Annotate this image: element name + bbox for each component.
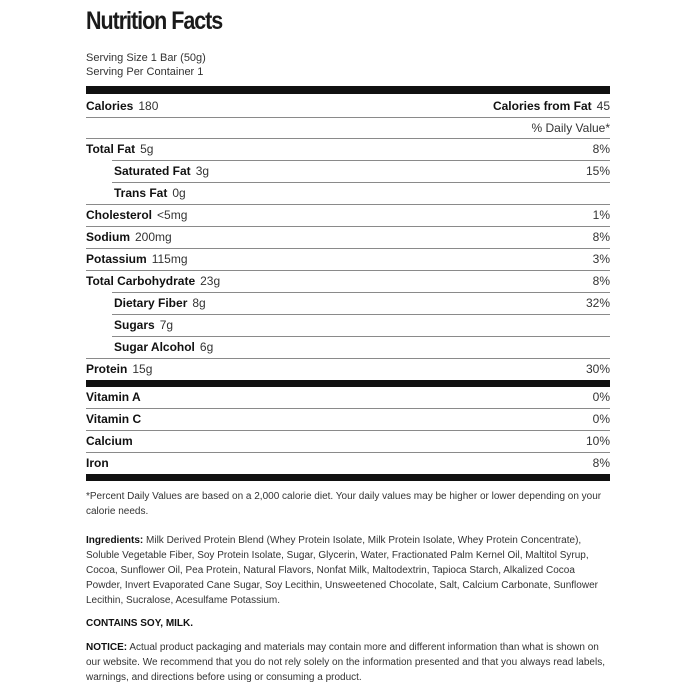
- nutrient-amount: 7g: [159, 318, 174, 332]
- vitamin-name: Vitamin A: [86, 390, 141, 404]
- calories-value: 180: [138, 99, 159, 113]
- vitamin-row: [86, 387, 610, 407]
- daily-value-header-row: [86, 118, 610, 138]
- nutrient-name: Dietary Fiber: [114, 296, 188, 310]
- label-title: Nutrition Facts: [86, 7, 223, 35]
- nutrient-row: [86, 205, 610, 225]
- calories-row: [86, 96, 610, 116]
- footnote: *Percent Daily Values are based on a 2,000 calorie diet. Your daily values may be higher or lower depending on your calorie needs.: [86, 491, 602, 517]
- notice: [86, 640, 610, 685]
- nutrient-name: Protein: [86, 362, 128, 376]
- vitamin-row: [86, 453, 610, 473]
- nutrient-name: Saturated Fat: [114, 164, 191, 178]
- nutrient-amount: 0g: [172, 186, 186, 200]
- thick-divider: [86, 474, 610, 481]
- calories-from-fat-label: Calories from Fat: [492, 99, 592, 113]
- vitamin-daily-value: 0%: [592, 390, 610, 404]
- vitamin-name: Vitamin C: [86, 412, 142, 426]
- nutrient-row: [86, 227, 610, 247]
- nutrient-daily-value: 8%: [592, 142, 610, 156]
- calories-from-fat-value: 45: [596, 99, 610, 113]
- nutrient-row: [86, 139, 610, 159]
- vitamin-name: Iron: [86, 456, 109, 470]
- nutrient-daily-value: 3%: [592, 252, 610, 266]
- notice-text: Actual product packaging and materials may contain more and different information than what is shown on our website. We recommend that you do not rely solely on the information presented and that you always read labels, warnings, and directions before using or consuming a product.: [86, 642, 605, 683]
- vitamin-daily-value: 10%: [585, 434, 610, 448]
- nutrient-daily-value: 15%: [585, 164, 610, 178]
- calories-label: Calories: [86, 99, 134, 113]
- nutrient-daily-value: 1%: [592, 208, 610, 222]
- nutrient-daily-value: 8%: [592, 274, 610, 288]
- nutrient-amount: 8g: [192, 296, 206, 310]
- thick-divider: [86, 380, 610, 387]
- serving-size: Serving Size 1 Bar (50g): [86, 52, 206, 64]
- notice-label: NOTICE:: [86, 642, 128, 653]
- nutrient-name: Potassium: [86, 252, 147, 266]
- nutrient-name: Trans Fat: [114, 186, 168, 200]
- daily-value-header: % Daily Value*: [531, 121, 610, 135]
- vitamin-daily-value: 0%: [592, 412, 610, 426]
- nutrient-amount: 6g: [199, 340, 214, 354]
- nutrient-amount: 115mg: [151, 252, 188, 266]
- thick-divider: [86, 86, 610, 94]
- nutrient-amount: <5mg: [157, 208, 188, 222]
- nutrient-name: Sugar Alcohol: [114, 340, 195, 354]
- nutrient-amount: 200mg: [135, 230, 172, 244]
- nutrient-name: Total Carbohydrate: [86, 274, 196, 288]
- nutrient-row: [86, 249, 610, 269]
- nutrient-name: Sodium: [86, 230, 130, 244]
- allergen-statement: CONTAINS SOY, MILK.: [86, 618, 194, 629]
- vitamin-row: [86, 409, 610, 429]
- nutrient-row: [86, 293, 610, 313]
- ingredients: [86, 533, 610, 608]
- nutrient-daily-value: 32%: [585, 296, 610, 310]
- ingredients-label: Ingredients:: [86, 535, 144, 546]
- nutrient-name: Cholesterol: [86, 208, 153, 222]
- vitamin-daily-value: 8%: [592, 456, 610, 470]
- nutrient-amount: 3g: [195, 164, 210, 178]
- nutrient-amount: 5g: [140, 142, 154, 156]
- vitamin-row: [86, 431, 610, 451]
- nutrient-row: [86, 183, 610, 203]
- nutrient-row: [86, 271, 610, 291]
- nutrient-row: [86, 315, 610, 335]
- nutrient-row: [86, 359, 610, 379]
- servings-per-container: Serving Per Container 1: [86, 66, 204, 78]
- nutrient-name: Total Fat: [86, 142, 136, 156]
- vitamin-name: Calcium: [86, 434, 133, 448]
- nutrient-row: [86, 161, 610, 181]
- nutrient-daily-value: 8%: [592, 230, 610, 244]
- nutrient-amount: 23g: [200, 274, 221, 288]
- ingredients-text: Milk Derived Protein Blend (Whey Protein Isolate, Milk Protein Isolate, Whey Protein Concentrate), Soluble Vegetable Fiber, Soy Protein Isolate, Sugar, Glycerin, Water, Fractionated Palm Kernel Oil, Maltitol Syrup, Cocoa, Sunflower Oil, Pea Protein, Natural Flavors, Nonfat Milk, Maltodextrin, Tapioca Starch, Alkalized Cocoa Powder, Invert Evaporated Cane Sugar, Soy Lecithin, Unsweetened Chocolate, Salt, Calcium Carbonate, Sunflower Lecithin, Sucralose, Acesulfame Potassium.: [86, 535, 598, 606]
- nutrient-row: [86, 337, 610, 357]
- nutrient-name: Sugars: [114, 318, 155, 332]
- nutrient-amount: 15g: [132, 362, 153, 376]
- nutrient-daily-value: 30%: [585, 362, 610, 376]
